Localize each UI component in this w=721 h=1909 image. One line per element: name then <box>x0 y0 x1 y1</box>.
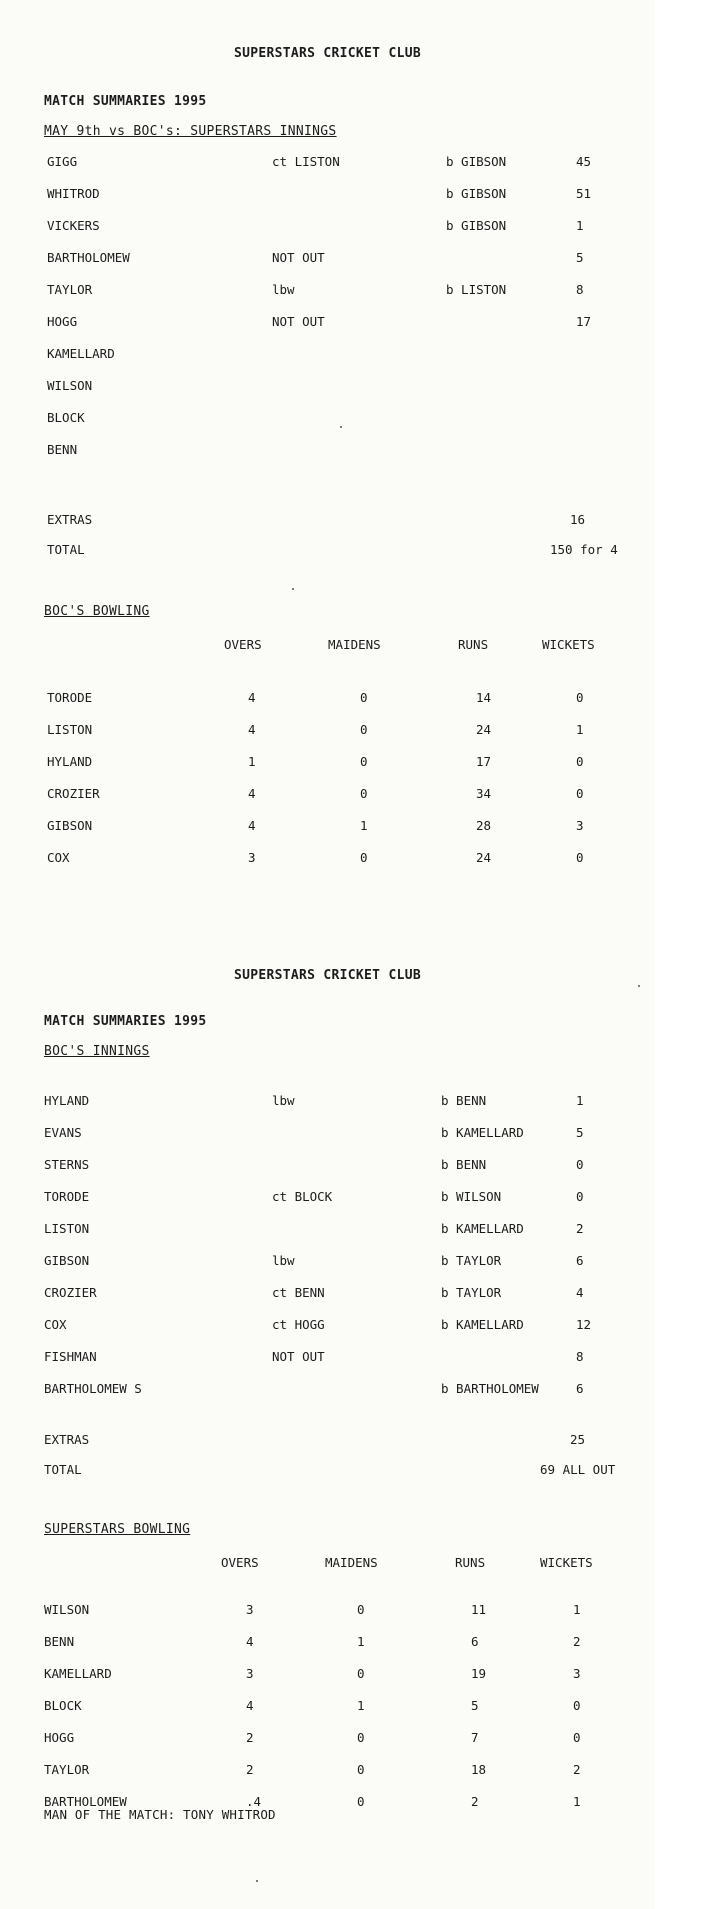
extras-row <box>0 1432 655 1450</box>
batting-row <box>0 1349 655 1367</box>
bowling-row <box>0 1730 655 1748</box>
batsman-name: LISTON <box>44 1221 90 1236</box>
batsman-name: GIBSON <box>44 1253 90 1268</box>
bowler-runs: 34 <box>476 786 492 801</box>
batsman-name: COX <box>44 1317 67 1332</box>
bowler-overs: 2 <box>246 1730 254 1745</box>
batsman-name: FISHMAN <box>44 1349 97 1364</box>
dismissed-by: b LISTON <box>446 282 507 297</box>
scan-speck <box>256 1880 258 1882</box>
bowler-wickets: 0 <box>573 1730 581 1745</box>
innings-heading: BOC'S INNINGS <box>44 1044 150 1059</box>
batsman-name: BARTHOLOMEW <box>47 250 130 265</box>
dismissed-by: b KAMELLARD <box>441 1125 524 1140</box>
batsman-runs: 45 <box>576 154 592 169</box>
batsman-name: EVANS <box>44 1125 82 1140</box>
bowler-runs: 11 <box>471 1602 487 1617</box>
bowler-name: TORODE <box>47 690 93 705</box>
batting-row <box>0 378 655 396</box>
batsman-name: BENN <box>47 442 78 457</box>
summaries-heading: MATCH SUMMARIES 1995 <box>44 94 207 109</box>
batsman-name: BARTHOLOMEW S <box>44 1381 142 1396</box>
batting-row <box>0 154 655 172</box>
bowler-wickets: 0 <box>576 850 584 865</box>
bowler-maidens: 1 <box>360 818 368 833</box>
bowler-overs: 4 <box>248 786 256 801</box>
bowling-row <box>0 722 655 740</box>
bowler-runs: 24 <box>476 722 492 737</box>
extras-label: EXTRAS <box>44 1432 90 1447</box>
bowler-maidens: 0 <box>360 722 368 737</box>
bowler-wickets: 1 <box>573 1602 581 1617</box>
dismissed-by: b TAYLOR <box>441 1253 502 1268</box>
bowler-wickets: 1 <box>576 722 584 737</box>
bowler-name: TAYLOR <box>44 1762 90 1777</box>
batting-row <box>0 442 655 460</box>
bowler-runs: 17 <box>476 754 492 769</box>
bowler-name: BENN <box>44 1634 75 1649</box>
bowler-name: COX <box>47 850 70 865</box>
extras-row <box>0 512 655 530</box>
bowler-maidens: 1 <box>357 1634 365 1649</box>
overs-header: OVERS <box>224 637 262 652</box>
bowler-wickets: 3 <box>573 1666 581 1681</box>
bowler-name: LISTON <box>47 722 93 737</box>
page-margin <box>655 0 721 1909</box>
batsman-name: KAMELLARD <box>47 346 115 361</box>
total-row <box>0 542 655 560</box>
bowling-header-row <box>0 1555 655 1573</box>
batsman-name: BLOCK <box>47 410 85 425</box>
bowler-wickets: 0 <box>576 690 584 705</box>
batsman-name: WILSON <box>47 378 93 393</box>
dismissed-by: b GIBSON <box>446 154 507 169</box>
dismissed-by: b WILSON <box>441 1189 502 1204</box>
total-row <box>0 1462 655 1480</box>
batsman-runs: 5 <box>576 250 584 265</box>
bowler-maidens: 0 <box>357 1794 365 1809</box>
batsman-name: CROZIER <box>44 1285 97 1300</box>
scan-speck <box>292 588 294 590</box>
batsman-name: HYLAND <box>44 1093 90 1108</box>
bowler-wickets: 2 <box>573 1762 581 1777</box>
batsman-runs: 51 <box>576 186 592 201</box>
dismissed-by: b BENN <box>441 1157 487 1172</box>
bowling-row <box>0 786 655 804</box>
batsman-name: HOGG <box>47 314 78 329</box>
bowler-name: KAMELLARD <box>44 1666 112 1681</box>
bowling-row <box>0 818 655 836</box>
bowler-runs: 24 <box>476 850 492 865</box>
bowler-wickets: 1 <box>573 1794 581 1809</box>
bowler-name: HOGG <box>44 1730 75 1745</box>
dismissed-by: b BARTHOLOMEW <box>441 1381 539 1396</box>
bowler-runs: 6 <box>471 1634 479 1649</box>
batting-row <box>0 1125 655 1143</box>
bowler-wickets: 0 <box>573 1698 581 1713</box>
bowler-name: GIBSON <box>47 818 93 833</box>
dismissed-by: b KAMELLARD <box>441 1221 524 1236</box>
batting-row <box>0 410 655 428</box>
bowler-name: CROZIER <box>47 786 100 801</box>
batting-row <box>0 346 655 364</box>
maidens-header: MAIDENS <box>328 637 381 652</box>
bowler-runs: 18 <box>471 1762 487 1777</box>
bowler-overs: 4 <box>248 818 256 833</box>
wickets-header: WICKETS <box>542 637 595 652</box>
bowler-wickets: 0 <box>576 786 584 801</box>
bowling-heading: BOC'S BOWLING <box>44 604 150 619</box>
bowler-overs: 3 <box>246 1666 254 1681</box>
batting-row <box>0 250 655 268</box>
bowling-row <box>0 1634 655 1652</box>
batting-row <box>0 1221 655 1239</box>
bowler-maidens: 0 <box>357 1666 365 1681</box>
bowler-overs: 4 <box>246 1698 254 1713</box>
batsman-runs: 8 <box>576 282 584 297</box>
extras-label: EXTRAS <box>47 512 93 527</box>
batsman-runs: 12 <box>576 1317 592 1332</box>
bowler-maidens: 0 <box>360 786 368 801</box>
bowling-row <box>0 1698 655 1716</box>
batsman-runs: 0 <box>576 1157 584 1172</box>
bowling-header-row <box>0 637 655 655</box>
batsman-runs: 6 <box>576 1381 584 1396</box>
bowler-runs: 14 <box>476 690 492 705</box>
batsman-name: STERNS <box>44 1157 90 1172</box>
batting-row <box>0 314 655 332</box>
bowler-name: HYLAND <box>47 754 93 769</box>
bowler-maidens: 0 <box>360 754 368 769</box>
batsman-runs: 2 <box>576 1221 584 1236</box>
dismissal-type: ct BENN <box>272 1285 325 1300</box>
runs-header: RUNS <box>458 637 489 652</box>
dismissal-type: lbw <box>272 1093 295 1108</box>
bowler-overs: 3 <box>246 1602 254 1617</box>
dismissed-by: b BENN <box>441 1093 487 1108</box>
total-value: 150 for 4 <box>550 542 618 557</box>
batsman-name: GIGG <box>47 154 78 169</box>
bowler-overs: 1 <box>248 754 256 769</box>
batting-row <box>0 1317 655 1335</box>
bowler-wickets: 2 <box>573 1634 581 1649</box>
scan-speck <box>638 985 640 987</box>
bowler-maidens: 1 <box>357 1698 365 1713</box>
dismissal-type: NOT OUT <box>272 1349 325 1364</box>
bowler-overs: 2 <box>246 1762 254 1777</box>
bowling-row <box>0 850 655 868</box>
bowler-overs: .4 <box>246 1794 262 1809</box>
bowler-name: WILSON <box>44 1602 90 1617</box>
bowler-overs: 4 <box>248 690 256 705</box>
dismissal-type: lbw <box>272 282 295 297</box>
batting-row <box>0 1157 655 1175</box>
bowler-name: BARTHOLOMEW <box>44 1794 127 1809</box>
batsman-name: WHITROD <box>47 186 100 201</box>
dismissal-type: ct BLOCK <box>272 1189 333 1204</box>
batsman-runs: 17 <box>576 314 592 329</box>
bowler-maidens: 0 <box>360 850 368 865</box>
batting-row <box>0 1253 655 1271</box>
bowling-row <box>0 690 655 708</box>
bowler-runs: 7 <box>471 1730 479 1745</box>
club-title: SUPERSTARS CRICKET CLUB <box>234 968 421 983</box>
batsman-name: VICKERS <box>47 218 100 233</box>
bowler-runs: 19 <box>471 1666 487 1681</box>
bowling-row <box>0 1762 655 1780</box>
batting-row <box>0 1381 655 1399</box>
extras-value: 25 <box>570 1432 586 1447</box>
total-label: TOTAL <box>44 1462 82 1477</box>
dismissed-by: b GIBSON <box>446 186 507 201</box>
dismissal-type: lbw <box>272 1253 295 1268</box>
bowling-heading: SUPERSTARS BOWLING <box>44 1522 191 1537</box>
dismissal-type: ct LISTON <box>272 154 340 169</box>
dismissal-type: ct HOGG <box>272 1317 325 1332</box>
dismissed-by: b TAYLOR <box>441 1285 502 1300</box>
bowler-maidens: 0 <box>357 1730 365 1745</box>
dismissal-type: NOT OUT <box>272 314 325 329</box>
runs-header: RUNS <box>455 1555 486 1570</box>
batsman-runs: 0 <box>576 1189 584 1204</box>
total-value: 69 ALL OUT <box>540 1462 616 1477</box>
bowling-row <box>0 754 655 772</box>
batting-row <box>0 186 655 204</box>
dismissed-by: b KAMELLARD <box>441 1317 524 1332</box>
overs-header: OVERS <box>221 1555 259 1570</box>
batsman-name: TORODE <box>44 1189 90 1204</box>
total-label: TOTAL <box>47 542 85 557</box>
man-of-the-match: MAN OF THE MATCH: TONY WHITROD <box>44 1807 276 1822</box>
batsman-runs: 6 <box>576 1253 584 1268</box>
maidens-header: MAIDENS <box>325 1555 378 1570</box>
bowler-name: BLOCK <box>44 1698 82 1713</box>
batting-row <box>0 1189 655 1207</box>
batting-row <box>0 1093 655 1111</box>
club-title: SUPERSTARS CRICKET CLUB <box>234 46 421 61</box>
bowling-row <box>0 1602 655 1620</box>
bowler-overs: 3 <box>248 850 256 865</box>
batting-row <box>0 282 655 300</box>
bowler-runs: 5 <box>471 1698 479 1713</box>
dismissal-type: NOT OUT <box>272 250 325 265</box>
bowling-row <box>0 1666 655 1684</box>
bowler-overs: 4 <box>246 1634 254 1649</box>
batsman-runs: 5 <box>576 1125 584 1140</box>
batsman-runs: 1 <box>576 218 584 233</box>
batting-row <box>0 218 655 236</box>
extras-value: 16 <box>570 512 586 527</box>
bowler-overs: 4 <box>248 722 256 737</box>
bowler-runs: 28 <box>476 818 492 833</box>
batting-row <box>0 1285 655 1303</box>
bowler-runs: 2 <box>471 1794 479 1809</box>
batsman-runs: 4 <box>576 1285 584 1300</box>
dismissed-by: b GIBSON <box>446 218 507 233</box>
bowler-wickets: 3 <box>576 818 584 833</box>
batsman-name: TAYLOR <box>47 282 93 297</box>
batsman-runs: 8 <box>576 1349 584 1364</box>
wickets-header: WICKETS <box>540 1555 593 1570</box>
summaries-heading: MATCH SUMMARIES 1995 <box>44 1014 207 1029</box>
bowler-maidens: 0 <box>360 690 368 705</box>
batsman-runs: 1 <box>576 1093 584 1108</box>
innings-heading: MAY 9th vs BOC's: SUPERSTARS INNINGS <box>44 124 337 139</box>
scan-speck <box>340 426 342 428</box>
bowler-wickets: 0 <box>576 754 584 769</box>
bowler-maidens: 0 <box>357 1602 365 1617</box>
bowler-maidens: 0 <box>357 1762 365 1777</box>
